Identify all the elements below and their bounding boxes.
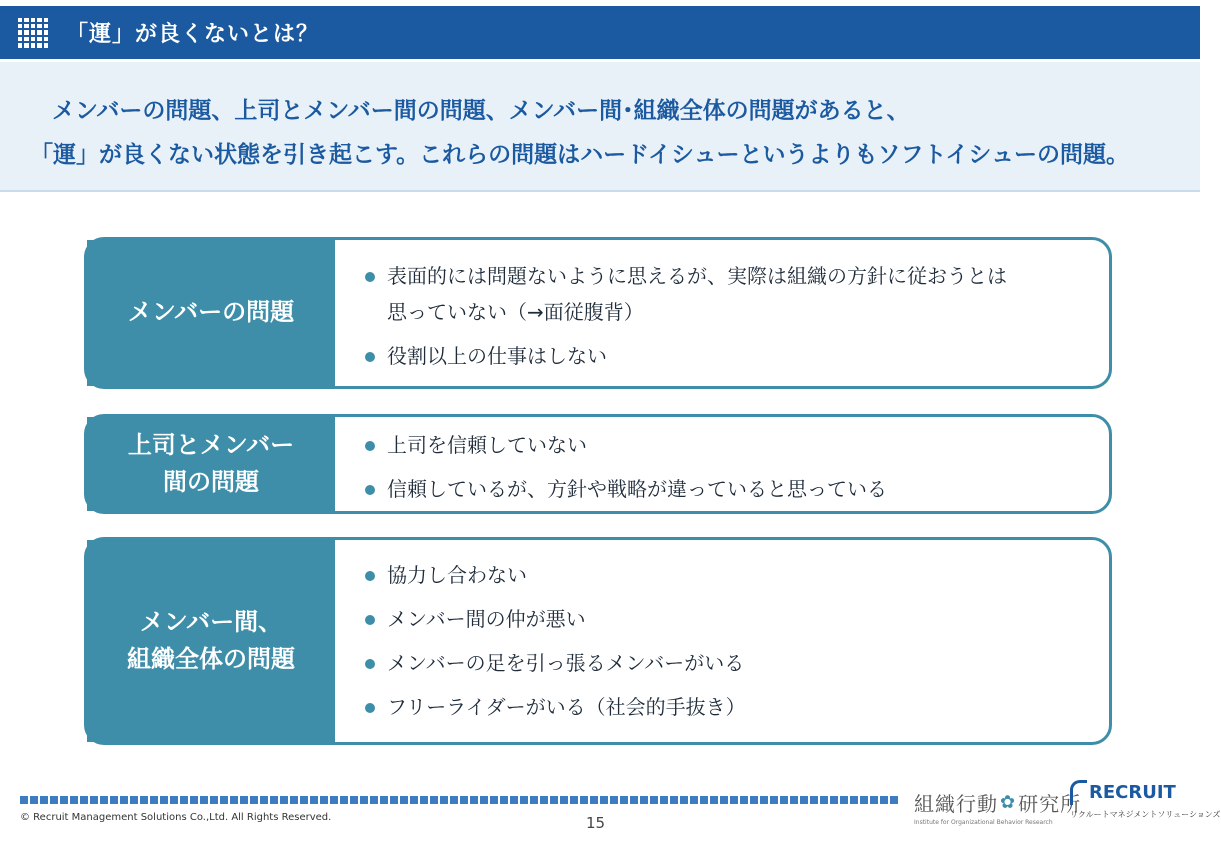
issue-list xyxy=(335,240,1109,386)
summary-line-1: メンバーの問題、上司とメンバー間の問題、メンバー間･組織全体の問題があると、 xyxy=(52,98,910,124)
list-item-text: 上司を信頼していない xyxy=(387,433,587,457)
divider-square xyxy=(770,796,778,804)
divider-square xyxy=(280,796,288,804)
divider-square xyxy=(300,796,308,804)
divider-square xyxy=(80,796,88,804)
divider-square xyxy=(310,796,318,804)
list-item xyxy=(363,471,1109,507)
divider-square xyxy=(890,796,898,804)
divider-square xyxy=(480,796,488,804)
divider-square xyxy=(180,796,188,804)
divider-square xyxy=(700,796,708,804)
card-label-line: 上司とメンバー xyxy=(127,430,295,459)
institute-name-right: 研究所 xyxy=(1018,792,1082,816)
card-organization-issues xyxy=(84,537,1112,745)
issue-list xyxy=(335,540,1109,742)
divider-square xyxy=(320,796,328,804)
divider-square xyxy=(350,796,358,804)
bullet-icon xyxy=(365,615,375,625)
divider-square xyxy=(40,796,48,804)
summary-band xyxy=(0,62,1200,192)
divider-square xyxy=(140,796,148,804)
divider-square xyxy=(590,796,598,804)
divider-square xyxy=(450,796,458,804)
card-label-line: メンバー間、 xyxy=(139,607,283,636)
copyright: © Recruit Management Solutions Co.,Ltd. All Rights Reserved. xyxy=(20,812,332,823)
divider-square xyxy=(270,796,278,804)
divider-square xyxy=(710,796,718,804)
divider-square xyxy=(720,796,728,804)
header-bar xyxy=(0,6,1200,59)
list-item xyxy=(363,338,1109,374)
card-label xyxy=(87,240,335,386)
card-label xyxy=(87,417,335,511)
page-title: 「運」が良くないとは？ xyxy=(66,22,320,47)
divider-square xyxy=(410,796,418,804)
divider-square xyxy=(660,796,668,804)
institute-name-left: 組織行動 xyxy=(914,792,998,816)
divider-square xyxy=(640,796,648,804)
footer-divider xyxy=(20,796,900,806)
divider-square xyxy=(520,796,528,804)
divider-square xyxy=(860,796,868,804)
divider-square xyxy=(830,796,838,804)
divider-square xyxy=(460,796,468,804)
divider-square xyxy=(550,796,558,804)
divider-square xyxy=(110,796,118,804)
issue-list xyxy=(335,417,1109,511)
divider-square xyxy=(340,796,348,804)
divider-square xyxy=(760,796,768,804)
bullet-icon xyxy=(365,659,375,669)
divider-square xyxy=(840,796,848,804)
card-member-issues xyxy=(84,237,1112,389)
divider-square xyxy=(440,796,448,804)
divider-square xyxy=(290,796,298,804)
divider-square xyxy=(240,796,248,804)
divider-square xyxy=(160,796,168,804)
divider-square xyxy=(670,796,678,804)
divider-square xyxy=(470,796,478,804)
card-label-line: 組織全体の問題 xyxy=(127,645,295,673)
bullet-icon xyxy=(365,485,375,495)
divider-square xyxy=(380,796,388,804)
divider-square xyxy=(150,796,158,804)
recruit-mark-icon xyxy=(1070,780,1087,805)
list-item-text: 表面的には問題ないように思えるが、実際は組織の方針に従おうとは xyxy=(387,264,1007,288)
bullet-icon xyxy=(365,703,375,713)
divider-square xyxy=(330,796,338,804)
institute-english: Institute for Organizational Behavior Research xyxy=(914,819,1053,826)
card-label-line: メンバーの問題 xyxy=(127,298,295,327)
card-label-line: 間の問題 xyxy=(162,468,259,496)
list-item-text: 信頼しているが、方針や戦略が違っていると思っている xyxy=(387,477,887,501)
divider-square xyxy=(790,796,798,804)
divider-square xyxy=(780,796,788,804)
divider-square xyxy=(490,796,498,804)
divider-square xyxy=(120,796,128,804)
divider-square xyxy=(870,796,878,804)
list-item-text: フリーライダーがいる（社会的手抜き） xyxy=(387,695,746,719)
list-item-text: メンバー間の仲が悪い xyxy=(387,607,586,631)
divider-square xyxy=(570,796,578,804)
list-item xyxy=(363,645,1109,681)
divider-square xyxy=(600,796,608,804)
page-number: 15 xyxy=(586,814,606,832)
divider-square xyxy=(800,796,808,804)
divider-square xyxy=(610,796,618,804)
card-label xyxy=(87,540,335,742)
divider-square xyxy=(50,796,58,804)
divider-square xyxy=(680,796,688,804)
list-item-text: 協力し合わない xyxy=(387,563,527,587)
divider-square xyxy=(880,796,888,804)
divider-square xyxy=(560,796,568,804)
brand-subtitle: リクルートマネジメントソリューションズ xyxy=(1070,810,1221,819)
divider-square xyxy=(90,796,98,804)
divider-square xyxy=(740,796,748,804)
divider-square xyxy=(690,796,698,804)
list-item-text: 思っていない（→面従腹背） xyxy=(387,300,644,324)
divider-square xyxy=(500,796,508,804)
divider-square xyxy=(30,796,38,804)
list-item xyxy=(363,427,1109,463)
list-item xyxy=(363,689,1109,725)
divider-square xyxy=(630,796,638,804)
divider-square xyxy=(20,796,28,804)
grid-icon xyxy=(18,18,48,48)
divider-square xyxy=(430,796,438,804)
divider-square xyxy=(750,796,758,804)
divider-square xyxy=(190,796,198,804)
summary-line-2: 「運」が良くない状態を引き起こす。これらの問題はハードイシューというよりもソフトイシューの問題。 xyxy=(30,142,1129,168)
divider-square xyxy=(370,796,378,804)
divider-square xyxy=(70,796,78,804)
divider-square xyxy=(220,796,228,804)
divider-square xyxy=(360,796,368,804)
divider-square xyxy=(650,796,658,804)
divider-square xyxy=(530,796,538,804)
divider-square xyxy=(100,796,108,804)
list-item-text: メンバーの足を引っ張るメンバーがいる xyxy=(387,651,745,675)
brand-logo xyxy=(1070,780,1221,820)
brand-name: RECRUIT xyxy=(1089,782,1176,803)
divider-square xyxy=(250,796,258,804)
card-boss-member-issues xyxy=(84,414,1112,514)
list-item-text: 役割以上の仕事はしない xyxy=(387,344,607,368)
list-item xyxy=(363,601,1109,637)
divider-square xyxy=(620,796,628,804)
divider-square xyxy=(400,796,408,804)
bullet-icon xyxy=(365,441,375,451)
divider-square xyxy=(510,796,518,804)
divider-square xyxy=(810,796,818,804)
divider-square xyxy=(230,796,238,804)
divider-square xyxy=(850,796,858,804)
institute-logo xyxy=(914,788,1082,826)
divider-square xyxy=(130,796,138,804)
divider-square xyxy=(390,796,398,804)
bullet-icon xyxy=(365,571,375,581)
divider-square xyxy=(260,796,268,804)
bullet-icon xyxy=(365,352,375,362)
divider-square xyxy=(210,796,218,804)
divider-square xyxy=(170,796,178,804)
flower-icon: ✿ xyxy=(1000,792,1017,813)
list-item xyxy=(363,557,1109,593)
divider-square xyxy=(60,796,68,804)
divider-square xyxy=(540,796,548,804)
divider-square xyxy=(420,796,428,804)
divider-square xyxy=(820,796,828,804)
divider-square xyxy=(580,796,588,804)
divider-square xyxy=(730,796,738,804)
list-item xyxy=(363,258,1109,330)
bullet-icon xyxy=(365,272,375,282)
divider-square xyxy=(200,796,208,804)
